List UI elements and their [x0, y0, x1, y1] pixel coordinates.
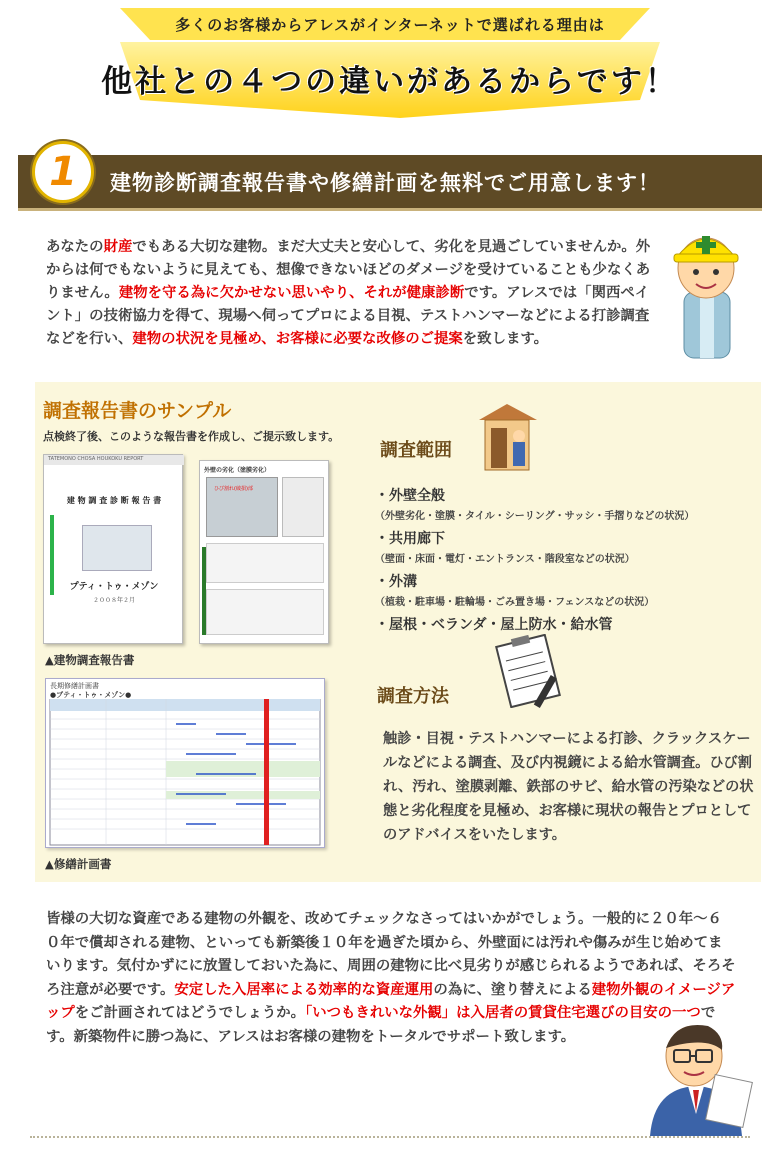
scope-item-detail: （壁面・床面・電灯・エントランス・階段室などの状況）: [375, 554, 635, 565]
section-title: 建物診断調査報告書や修繕計画を無料でご用意します！: [110, 171, 660, 195]
outro-paragraph: 皆様の大切な資産である建物の外観を、改めてチェックなさってはいかがでしょう。一般的に２０年～６０年で償却される建物、といっても新築後１０年を過ぎた頃から、外壁面には汚れや傷みが生じ始めてまいります。気付かずにに放置しておいた為に、周囲の建物に比べ見劣りが感じられるようであれば、そろそろ注意が必要です。安定した入居率による効率的な資産運用の為に、塗り替えによる建物外観のイメージアップをご計画されてはどうでしょうか。「いつもきれいな外観」は入居者の賃貸住宅選びの目安の一つです。新築物件に勝つ為に、アレスはお客様の建物をトータルでサポート致します。: [46, 911, 736, 1045]
report-page-image: 外壁の劣化（塗膜劣化） ひび割れ(破損)部: [199, 460, 329, 644]
method-text: 触診・目視・テストハンマーによる打診、クラックスケールなどによる調査、及び内視鏡による給水管調査。ひび割れ、汚れ、塗膜剥離、鉄部のサビ、給水管の汚染などの状態と劣化程度を見極め、お客様に現状の報告とプロとしてのアドバイスをいたします。: [383, 731, 754, 843]
intro-paragraph: あなたの財産でもある大切な建物。まだ大丈夫と安心して、劣化を見過ごしていませんか。外からは何でもないように見えても、想像できないほどのダメージを受けていることも少なくありません。建物を守る為に欠かせない思いやり、それが健康診断です。アレスでは「関西ペイント」の技術協力を得て、現場へ伺ってプロによる目視、テストハンマーなどによる打診調査などを行い、建物の状況を見極め、お客様に必要な改修のご提案を致します。: [46, 239, 651, 347]
scope-item: ・外壁全般: [375, 488, 445, 504]
bottom-divider: [30, 1136, 750, 1138]
caption-plan: ▲修繕計画書: [45, 857, 112, 871]
scope-title: 調査範囲: [380, 440, 452, 461]
sample-title: 調査報告書のサンプル: [43, 400, 232, 422]
header-title: 他社との４つの違いがあるからです！: [101, 64, 679, 100]
section-title-bar: [18, 149, 762, 211]
header-subtitle: 多くのお客様からアレスがインターネットで選ばれる理由は: [175, 16, 605, 34]
method-title: 調査方法: [377, 686, 449, 707]
repair-plan-table-image: 長期修繕計画書 ●プティ・トゥ・メゾン●: [45, 678, 325, 848]
sample-subtitle: 点検終了後、このような報告書を作成し、ご提示致します。: [43, 430, 340, 443]
caption-report: ▲建物調査報告書: [45, 653, 135, 667]
section-number-badge: 1: [32, 141, 94, 203]
sample-panel: [35, 382, 761, 882]
clipboard-icon: [485, 634, 571, 708]
scope-item: ・外溝: [375, 574, 417, 590]
scope-item: ・屋根・ベランダ・屋上防水・給水管: [375, 617, 613, 633]
scope-item-detail: （外壁劣化・塗膜・タイル・シーリング・サッシ・手摺りなどの状況）: [375, 511, 695, 522]
scope-item: ・共用廊下: [375, 531, 445, 547]
businessman-illustration: [636, 1014, 756, 1136]
page-header: [0, 0, 780, 120]
report-cover-image: TATEMONO CHOSA HOUKOKU REPORT 建 物 調 査 診 断 報 告 書 プティ・トゥ・メゾン ２００８年２月: [43, 454, 183, 644]
worker-illustration: [658, 222, 754, 362]
scope-list: [375, 482, 755, 634]
house-icon: [475, 402, 539, 472]
scope-item-detail: （植栽・駐車場・駐輪場・ごみ置き場・フェンスなどの状況）: [375, 597, 655, 608]
